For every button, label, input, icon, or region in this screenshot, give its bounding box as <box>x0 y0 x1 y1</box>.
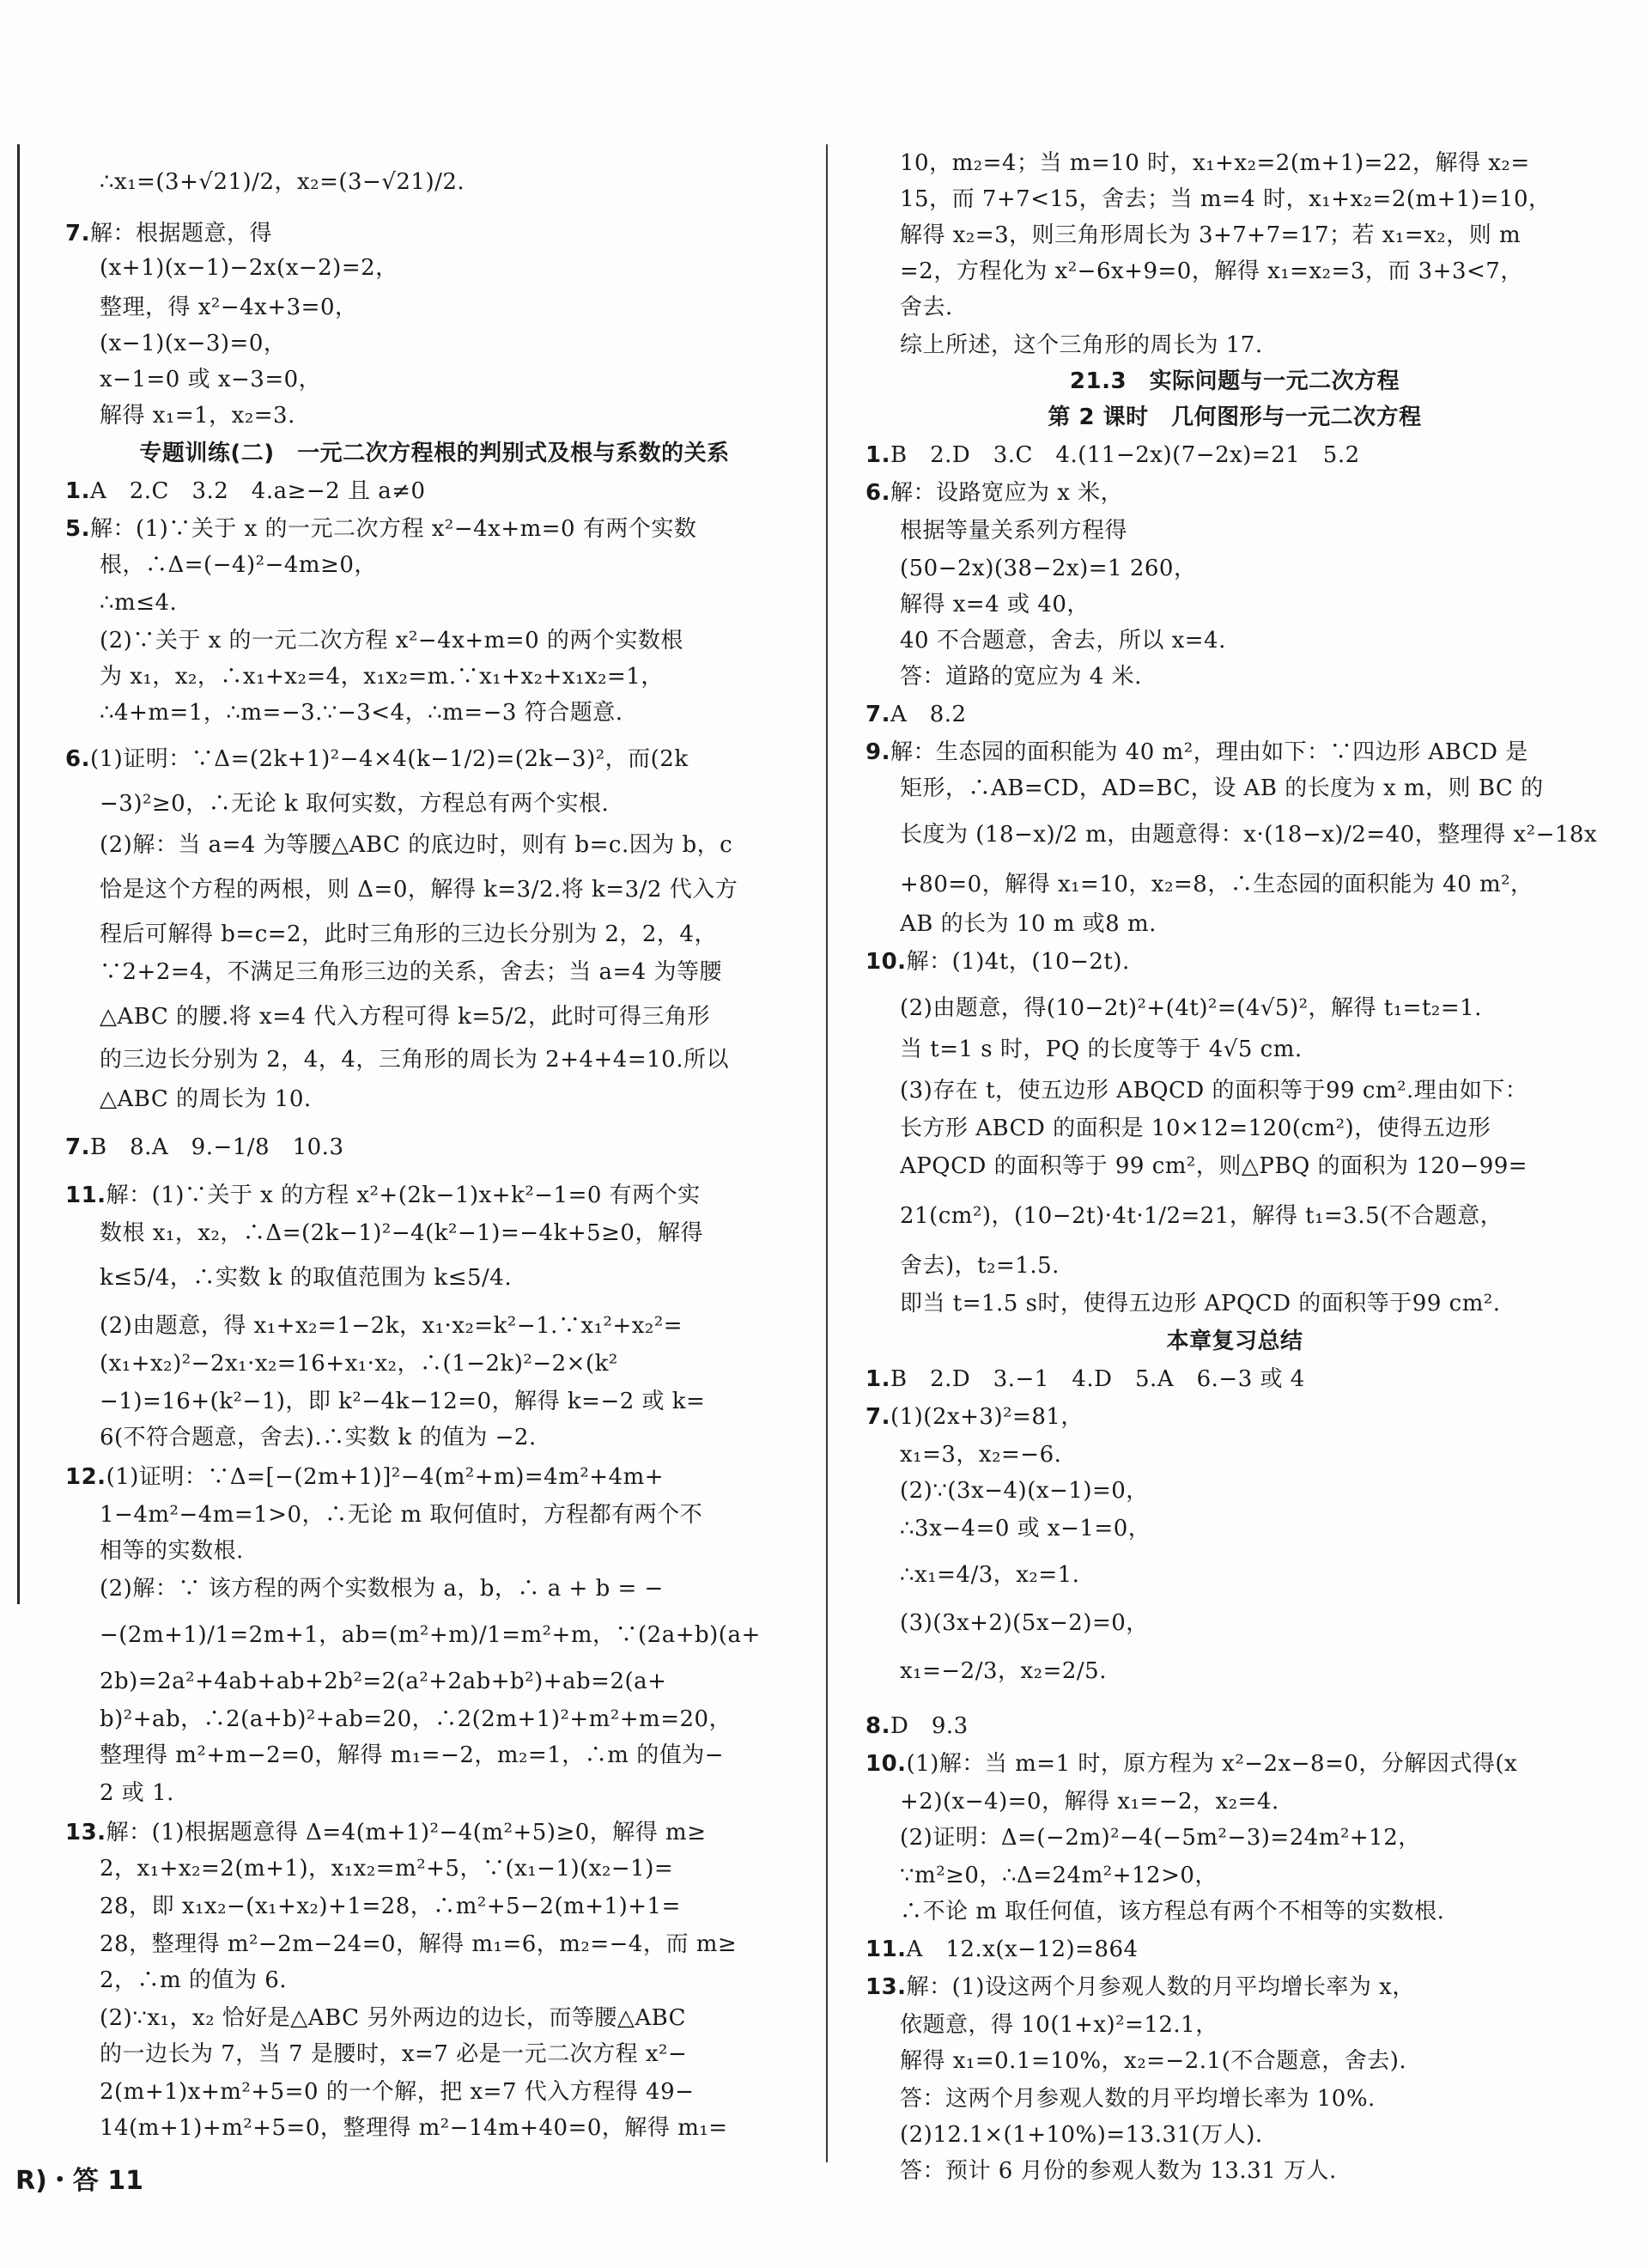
answer-line: 14(m+1)+m²+5=0，整理得 m²−14m+40=0，解得 m₁= <box>100 2115 728 2141</box>
answer-line: −3)²≥0，∴无论 k 取何实数，方程总有两个实根. <box>100 791 610 817</box>
answer-line: AB 的长为 10 m 或8 m. <box>900 911 1157 937</box>
answer-line: 7.A 8.2 <box>866 702 967 727</box>
answer-line: ∴4+m=1，∴m=−3.∵−3<4，∴m=−3 符合题意. <box>100 700 623 726</box>
answer-line: 的三边长分别为 2，4，4，三角形的周长为 2+4+4=10.所以 <box>100 1047 729 1073</box>
section-heading: 21.3 实际问题与一元二次方程 <box>1069 368 1400 394</box>
answer-line: 答：预计 6 月份的参观人数为 13.31 万人. <box>900 2158 1337 2184</box>
answer-line: ∴m≤4. <box>100 590 178 616</box>
answer-line: +80=0，解得 x₁=10，x₂=8，∴生态园的面积能为 40 m²， <box>900 872 1534 897</box>
answer-line: x−1=0 或 x−3=0， <box>100 367 322 392</box>
answer-line: 1.A 2.C 3.2 4.a≥−2 且 a≠0 <box>65 478 426 504</box>
answer-line: 解得 x₂=3，则三角形周长为 3+7+7=17；若 x₁=x₂，则 m <box>900 222 1521 248</box>
answer-line: =2，方程化为 x²−6x+9=0，解得 x₁=x₂=3，而 3+3<7， <box>900 258 1523 284</box>
answer-line: 9.解：生态园的面积能为 40 m²，理由如下：∵四边形 ABCD 是 <box>866 739 1528 765</box>
answer-line: +2)(x−4)=0，解得 x₁=−2，x₂=4. <box>900 1789 1279 1815</box>
section-heading: 第 2 课时 几何图形与一元二次方程 <box>1048 404 1422 430</box>
answer-line: 答：这两个月参观人数的月平均增长率为 10%. <box>900 2086 1376 2112</box>
answer-line: (x−1)(x−3)=0， <box>100 331 287 356</box>
answer-line: 7.(1)(2x+3)²=81， <box>866 1404 1084 1430</box>
answer-line: −(2m+1)/1=2m+1，ab=(m²+m)/1=m²+m，∵(2a+b)(a+ <box>100 1622 761 1648</box>
answer-line: 矩形，∴AB=CD，AD=BC，设 AB 的长度为 x m，则 BC 的 <box>900 775 1544 801</box>
answer-line: (2)∵关于 x 的一元二次方程 x²−4x+m=0 的两个实数根 <box>100 628 683 654</box>
page-footer: R)・答 11 <box>15 2166 144 2196</box>
answer-line: 当 t=1 s 时，PQ 的长度等于 4√5 cm. <box>900 1037 1303 1062</box>
answer-line: 综上所述，这个三角形的周长为 17. <box>900 332 1263 358</box>
answer-line: ∴不论 m 取任何值，该方程总有两个不相等的实数根. <box>900 1899 1445 1924</box>
answer-line: (2)12.1×(1+10%)=13.31(万人). <box>900 2122 1263 2148</box>
answer-line: 6.解：设路宽应为 x 米， <box>866 480 1124 506</box>
answer-line: 1.B 2.D 3.−1 4.D 5.A 6.−3 或 4 <box>866 1366 1305 1392</box>
answer-line: (x₁+x₂)²−2x₁·x₂=16+x₁·x₂，∴(1−2k)²−2×(k² <box>100 1351 618 1377</box>
answer-line: 15，而 7+7<15，舍去；当 m=4 时，x₁+x₂=2(m+1)=10， <box>900 186 1552 212</box>
answer-line: (3)(3x+2)(5x−2)=0， <box>900 1610 1149 1636</box>
answer-line: 21(cm²)，(10−2t)·4t·1/2=21，解得 t₁=3.5(不合题意， <box>900 1203 1503 1229</box>
answer-line: 根，∴Δ=(−4)²−4m≥0， <box>100 552 377 578</box>
answer-line: ∴3x−4=0 或 x−1=0， <box>900 1516 1151 1541</box>
answer-line: 13.解：(1)设这两个月参观人数的月平均增长率为 x， <box>866 1974 1415 2000</box>
answer-line: k≤5/4，∴实数 k 的取值范围为 k≤5/4. <box>100 1265 513 1291</box>
answer-line: △ABC 的腰.将 x=4 代入方程可得 k=5/2，此时可得三角形 <box>100 1004 710 1030</box>
answer-line: 13.解：(1)根据题意得 Δ=4(m+1)²−4(m²+5)≥0，解得 m≥ <box>65 1820 707 1845</box>
answer-line: (2)∵(3x−4)(x−1)=0， <box>900 1478 1149 1504</box>
answer-line: 1.B 2.D 3.C 4.(11−2x)(7−2x)=21 5.2 <box>866 442 1360 468</box>
answer-line: 10，m₂=4；当 m=10 时，x₁+x₂=2(m+1)=22，解得 x₂= <box>900 150 1530 176</box>
answer-line: 40 不合题意，舍去，所以 x=4. <box>900 628 1226 654</box>
answer-line: (2)∵x₁，x₂ 恰好是△ABC 另外两边的边长，而等腰△ABC <box>100 2005 687 2031</box>
answer-line: 2 或 1. <box>100 1780 174 1806</box>
answer-line: 2(m+1)x+m²+5=0 的一个解，把 x=7 代入方程得 49− <box>100 2079 695 2105</box>
answer-line: x₁=3，x₂=−6. <box>900 1442 1062 1468</box>
answer-line: 28，整理得 m²−2m−24=0，解得 m₁=6，m₂=−4，而 m≥ <box>100 1931 738 1957</box>
answer-line: (2)解：∵ 该方程的两个实数根为 a，b，∴ a + b = − <box>100 1576 664 1602</box>
answer-line: 6(不符合题意，舍去).∴实数 k 的值为 −2. <box>100 1425 537 1450</box>
answer-line: (2)解：当 a=4 为等腰△ABC 的底边时，则有 b=c.因为 b，c <box>100 832 733 858</box>
answer-line: 10.解：(1)4t，(10−2t). <box>866 949 1130 975</box>
answer-line: 依题意，得 10(1+x)²=12.1， <box>900 2012 1218 2038</box>
answer-line: (2)由题意，得(10−2t)²+(4t)²=(4√5)²，解得 t₁=t₂=1. <box>900 995 1482 1021</box>
answer-line: 解得 x₁=1，x₂=3. <box>100 403 295 429</box>
answer-line: 舍去)，t₂=1.5. <box>900 1253 1060 1279</box>
answer-line: 5.解：(1)∵关于 x 的一元二次方程 x²−4x+m=0 有两个实数 <box>65 516 697 542</box>
answer-line: 1−4m²−4m=1>0，∴无论 m 取何值时，方程都有两个不 <box>100 1502 703 1528</box>
answer-line: 为 x₁，x₂，∴x₁+x₂=4，x₁x₂=m.∵x₁+x₂+x₁x₂=1， <box>100 664 664 690</box>
answer-line: 解得 x₁=0.1=10%，x₂=−2.1(不合题意，舍去). <box>900 2048 1407 2074</box>
answer-line: ∴x₁=(3+√21)/2，x₂=(3−√21)/2. <box>100 169 465 195</box>
answer-line: 28，即 x₁x₂−(x₁+x₂)+1=28，∴m²+5−2(m+1)+1= <box>100 1894 681 1919</box>
answer-line: 相等的实数根. <box>100 1538 244 1564</box>
answer-line: (x+1)(x−1)−2x(x−2)=2， <box>100 255 398 281</box>
answer-line: 即当 t=1.5 s时，使得五边形 APQCD 的面积等于99 cm². <box>900 1291 1501 1316</box>
answer-line: 舍去. <box>900 295 953 320</box>
answer-line: 6.(1)证明：∵Δ=(2k+1)²−4×4(k−1/2)=(2k−3)²，而(2k <box>65 746 689 772</box>
column-divider <box>826 144 828 2162</box>
answer-line: −1)=16+(k²−1)，即 k²−4k−12=0，解得 k=−2 或 k= <box>100 1389 706 1414</box>
answer-line: 11.A 12.x(x−12)=864 <box>866 1937 1139 1962</box>
answer-line: 整理得 m²+m−2=0，解得 m₁=−2，m₂=1，∴m 的值为− <box>100 1742 724 1768</box>
answer-line: 程后可解得 b=c=2，此时三角形的三边长分别为 2，2，4， <box>100 921 717 947</box>
answer-line: 2，x₁+x₂=2(m+1)，x₁x₂=m²+5，∵(x₁−1)(x₂−1)= <box>100 1856 674 1882</box>
page-edge-line <box>17 144 20 1604</box>
answer-line: 恰是这个方程的两根，则 Δ=0，解得 k=3/2.将 k=3/2 代入方 <box>100 877 738 903</box>
answer-line: 整理，得 x²−4x+3=0， <box>100 295 358 320</box>
answer-line: 7.解：根据题意，得 <box>65 221 272 246</box>
answer-line: 长度为 (18−x)/2 m，由题意得：x·(18−x)/2=40，整理得 x²−18x <box>900 822 1598 848</box>
answer-line: 解得 x=4 或 40， <box>900 592 1090 617</box>
answer-line: 12.(1)证明：∵Δ=[−(2m+1)]²−4(m²+m)=4m²+4m+ <box>65 1464 665 1490</box>
answer-line: 数根 x₁，x₂，∴Δ=(2k−1)²−4(k²−1)=−4k+5≥0，解得 <box>100 1220 703 1246</box>
answer-line: 8.D 9.3 <box>866 1713 969 1739</box>
answer-line: 答：道路的宽应为 4 米. <box>900 664 1142 690</box>
answer-line: 2b)=2a²+4ab+ab+2b²=2(a²+2ab+b²)+ab=2(a+ <box>100 1669 667 1694</box>
answer-line: (3)存在 t，使五边形 ABQCD 的面积等于99 cm².理由如下： <box>900 1078 1528 1104</box>
answer-line: (2)证明：Δ=(−2m)²−4(−5m²−3)=24m²+12， <box>900 1825 1421 1851</box>
answer-line: ∵2+2=4，不满足三角形三边的关系，舍去；当 a=4 为等腰 <box>100 959 723 985</box>
section-heading: 专题训练(二) 一元二次方程根的判别式及根与系数的关系 <box>139 441 730 466</box>
answer-line: x₁=−2/3，x₂=2/5. <box>900 1658 1107 1684</box>
answer-line: 10.(1)解：当 m=1 时，原方程为 x²−2x−8=0，分解因式得(x <box>866 1751 1518 1777</box>
answer-line: ∴x₁=4/3，x₂=1. <box>900 1562 1080 1588</box>
answer-line: 2，∴m 的值为 6. <box>100 1967 288 1993</box>
answer-line: 的一边长为 7，当 7 是腰时，x=7 必是一元二次方程 x²− <box>100 2041 688 2067</box>
answer-line: APQCD 的面积等于 99 cm²，则△PBQ 的面积为 120−99= <box>900 1153 1528 1179</box>
answer-line: (50−2x)(38−2x)=1 260， <box>900 556 1197 581</box>
answer-line: b)²+ab，∴2(a+b)²+ab=20，∴2(2m+1)²+m²+m=20， <box>100 1706 732 1732</box>
answer-line: 11.解：(1)∵关于 x 的方程 x²+(2k−1)x+k²−1=0 有两个实 <box>65 1183 701 1208</box>
answer-line: (2)由题意，得 x₁+x₂=1−2k，x₁·x₂=k²−1.∵x₁²+x₂²= <box>100 1313 683 1339</box>
answer-line: 根据等量关系列方程得 <box>900 518 1128 544</box>
section-heading: 本章复习总结 <box>1166 1329 1303 1354</box>
answer-line: ∵m²≥0，∴Δ=24m²+12>0， <box>900 1863 1218 1888</box>
answer-line: 7.B 8.A 9.−1/8 10.3 <box>65 1134 344 1160</box>
answer-line: 长方形 ABCD 的面积是 10×12=120(cm²)，使得五边形 <box>900 1116 1491 1141</box>
answer-line: △ABC 的周长为 10. <box>100 1086 312 1112</box>
